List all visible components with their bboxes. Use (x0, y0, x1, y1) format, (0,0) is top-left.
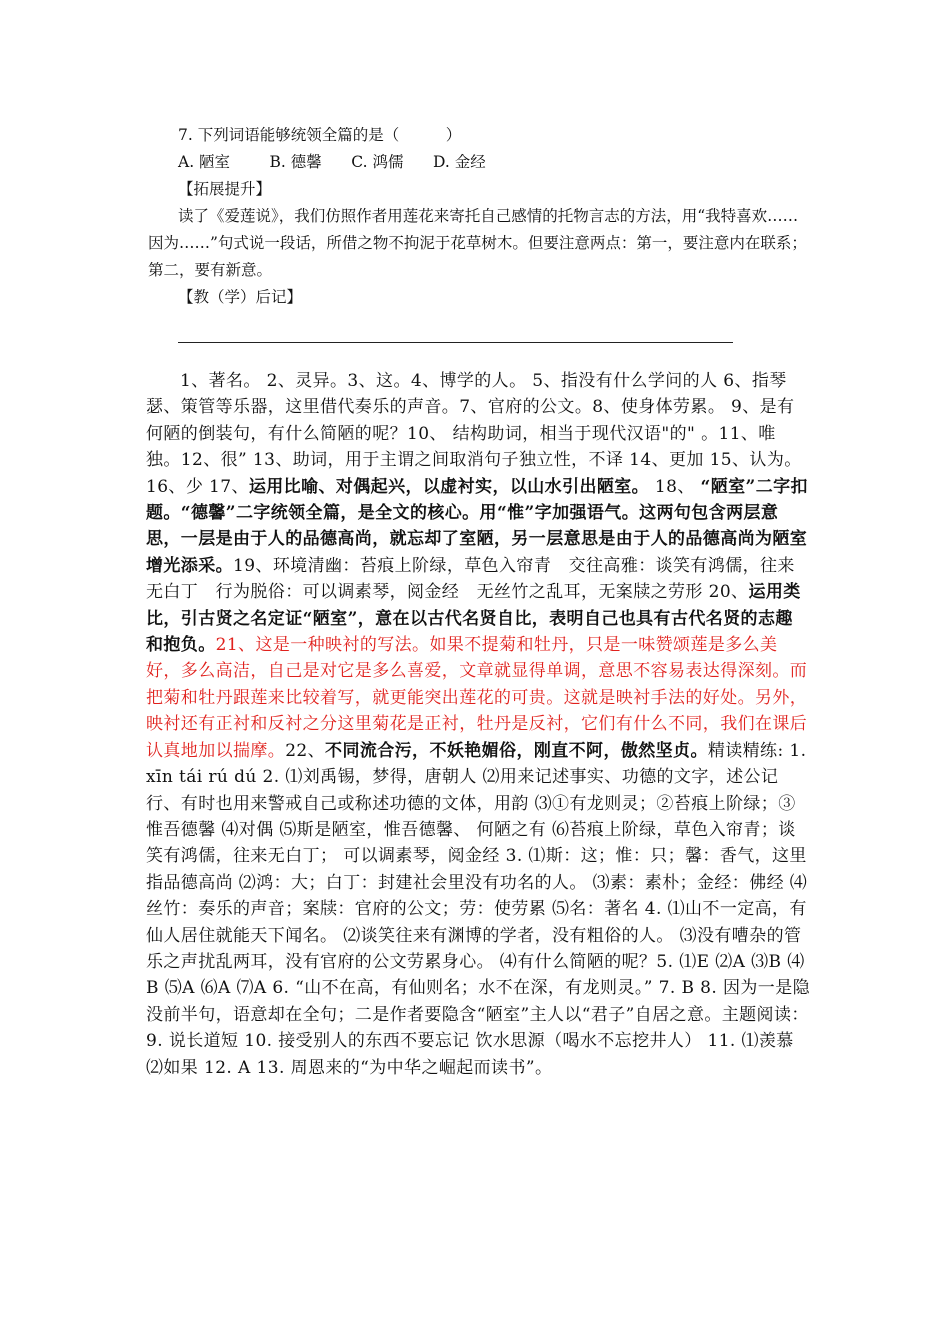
answers-part-10: 精读精练: 1. xīn tái rú dú 2. ⑴刘禹锡，梦得，唐朝人 ⑵用来记述事实、功德的文字，述公记行、有时也用来警戒自己或称述功德的文体，用韵 ⑶①有龙则灵；②苔痕上阶绿；③惟吾德馨 ⑷对偶 ⑸斯是陋室，惟吾德馨、 何陋之有 ⑹苔痕上阶绿，草色入帘青；谈笑有鸿儒，往来无白丁； 可以调素琴，阅金经 3. ⑴斯：这；惟：只；馨：香气，这里指品德高尚 ⑵鸿：大；白丁：封建社会里没有功名的人。 ⑶素：素朴；金经：佛经 ⑷丝竹：奏乐的声音；案牍：官府的公文；劳：使劳累 ⑸名：著名 4. ⑴山不一定高，有仙人居住就能天下闻名。 ⑵谈笑往来有渊博的学者，没有粗俗的人。 ⑶没有嘈杂的管乐之声扰乱两耳，没有官府的公文劳累身心。 ⑷有什么简陋的呢？5. ⑴E ⑵A ⑶B ⑷B ⑸A ⑹A ⑺A 6. “山不在高，有仙则名；水不在深，有龙则灵。” 7. B 8. 因为一是隐没前半句，语意却在全句；二是作者要隐含“陋室”主人以“君子”自居之意。主题阅读：9. 说长道短 10. 接受别人的东西不要忘记 饮水思源（喝水不忘挖井人） 11. ⑴羡慕 ⑵如果 12. A 13. 周恩来的“为中华之崛起而读书”。 (146, 740, 810, 1078)
answers-part-8: 22、 (285, 740, 326, 761)
answer-18-bold: “陋室”二字扣题。“德馨”二字统领全篇，是全文的核心。用“惟”字加强语气。这两句包含两层意思，一层是由于人的品德高尚，就忘却了室陋，另一层意思是由于人的品德高尚为陋室增光添采。 (146, 476, 808, 576)
option-a: A. 陋室 (178, 153, 231, 171)
answer-21-red: 21、这是一种映衬的写法。如果不提菊和牡丹，只是一味赞颂莲是多么美好，多么高洁，自己是对它是多么喜爱，文章就显得单调，意思不容易表达得深刻。而把菊和牡丹跟莲来比较着写，就更能突出莲花的可贵。这就是映衬手法的好处。另外，映衬还有正衬和反衬之分这里菊花是正衬，牡丹是反衬，它们有什么不同，我们在课后认真地加以揣摩。 (146, 635, 808, 761)
answer-17-bold: 运用比喻、对偶起兴，以虚衬实，以山水引出陋室。 (248, 476, 650, 497)
extension-heading: 【拓展提升】 (178, 180, 272, 198)
answers-part-5: 19、环境清幽：苔痕上阶绿，草色入帘青 交往高雅：谈笑有鸿儒，往来无白丁 行为脱俗：可以调素琴，阅金经 无丝竹之乱耳，无案牍之劳形 20、 (146, 555, 795, 603)
answer-22-bold: 不同流合污，不妖艳媚俗，刚直不阿，傲然坚贞。 (325, 740, 708, 761)
option-c: C. 鸿儒 (351, 153, 404, 171)
option-d: D. 金经 (433, 153, 486, 171)
answer-paragraph (146, 368, 810, 1081)
question-7-options (148, 149, 808, 176)
option-b: B. 德馨 (269, 153, 322, 171)
extension-text: 读了《爱莲说》，我们仿照作者用莲花来寄托自己感情的托物言志的方法，用“我特喜欢……因为……”句式说一段话，所借之物不拘泥于花草树木。但要注意两点：第一，要注意内在联系；第二，要有新意。 (148, 207, 807, 279)
postscript-heading: 【教（学）后记】 (178, 288, 303, 306)
divider-line (178, 342, 733, 343)
answers-part-3: 18、 (649, 476, 701, 497)
answers-part-1: 1、著名。 2、灵异。3、这。4、博学的人。 5、指没有什么学问的人 6、指琴瑟、策管等乐器，这里借代奏乐的声音。7、官府的公文。8、使身体劳累。 9、是有何陋的倒装句，有什么简陋的呢？10、 结构助词，相当于现代汉语"的" 。11、唯独。12、很” 13、助词，用于主谓之间取消句子独立性，不译 14、更加 15、认为。16、少 17、 (146, 371, 802, 497)
answer-20-bold: 运用类比，引古贤之名定证“陋室”，意在以古代名贤自比，表明自己也具有古代名贤的志趣和抱负。 (146, 582, 801, 656)
exercise-section (148, 122, 808, 311)
question-7-stem: 7. 下列词语能够统领全篇的是（ ） (178, 126, 462, 144)
answer-key (146, 368, 810, 1081)
